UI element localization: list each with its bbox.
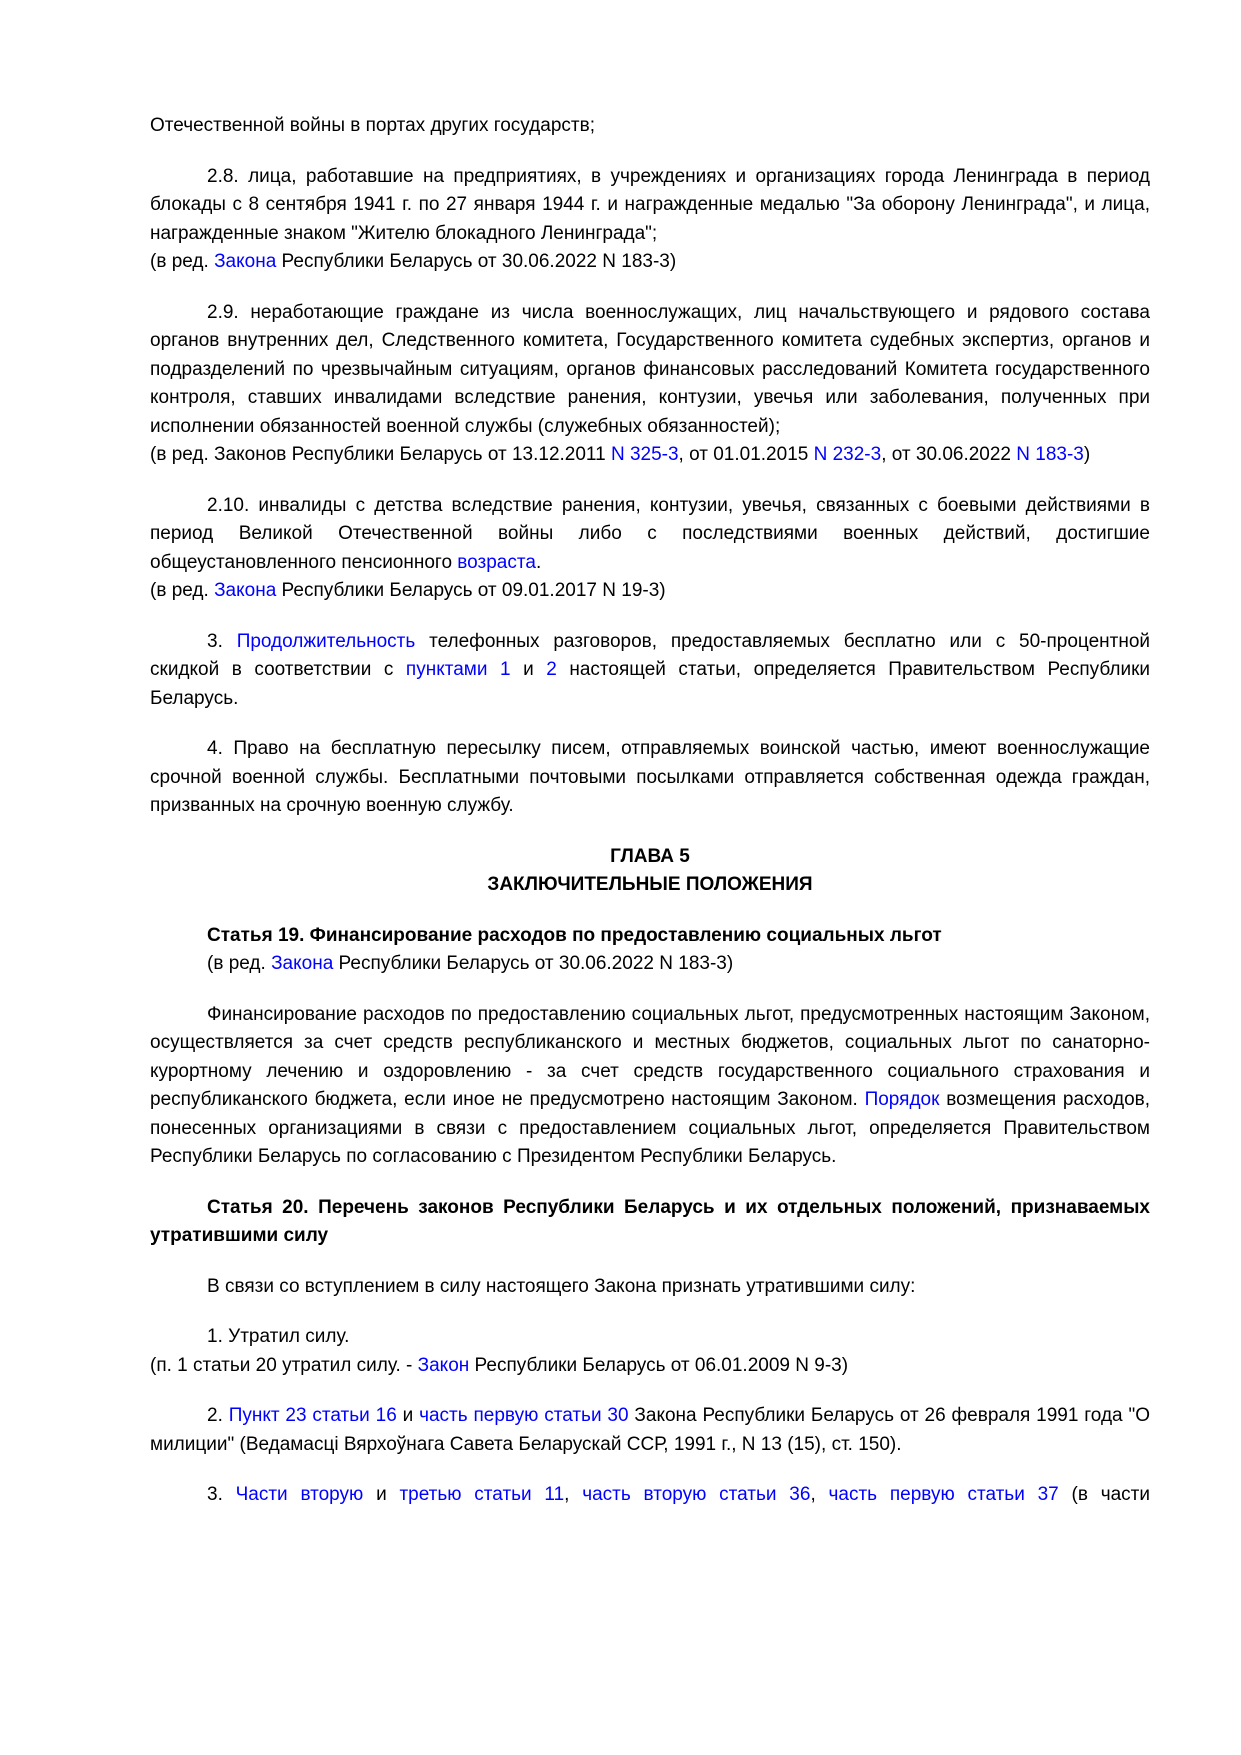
law-reference-link[interactable]: Продолжительность	[236, 630, 416, 652]
text-segment: 4. Право на бесплатную пересылку писем, отправляемых воинской частью, имеют военнослужащие срочной военной службы. Бесплатными почтовыми посылками отправляется собственная одежда граждан, призванных на срочную военную службу.	[150, 738, 1150, 816]
edition-note	[150, 577, 1150, 606]
document-paragraph	[150, 628, 1150, 714]
text-segment: Республики Беларусь от 30.06.2022 N 183-3)	[276, 251, 677, 272]
document-paragraph	[150, 299, 1150, 442]
text-segment: (в ред.	[150, 580, 215, 601]
law-reference-link[interactable]: часть первую статьи 30	[419, 1405, 629, 1426]
law-reference-link[interactable]: N 232-3	[813, 444, 882, 465]
edition-note	[150, 1352, 1150, 1381]
text-segment: 1. Утратил силу.	[207, 1326, 350, 1347]
edition-note	[150, 441, 1150, 470]
text-segment: Финансирование расходов по предоставлению социальных льгот, предусмотренных настоящим Законом, осуществляется за счет средств республиканского и местных бюджетов, социальных льгот по санаторно-курортному лечению и оздоровлению - за счет средств государственного социального страхования и республиканского бюджета, если иное не предусмотрено настоящим Законом.	[150, 1003, 1150, 1110]
text-segment: Отечественной войны в портах других государств;	[150, 115, 595, 136]
text-segment: ,	[564, 1484, 583, 1505]
law-reference-link[interactable]: 2	[546, 659, 557, 680]
text-segment: (в ред.	[150, 251, 215, 272]
text-segment: (в части	[1058, 1484, 1150, 1505]
document-paragraph	[150, 735, 1150, 821]
chapter-heading-line: ЗАКЛЮЧИТЕЛЬНЫЕ ПОЛОЖЕНИЯ	[487, 874, 813, 895]
text-segment: телефонных разговоров, предоставляемых бесплатно или с 50-процентной скидкой в соответствии с	[150, 630, 1151, 680]
law-reference-link[interactable]: Закон	[417, 1354, 470, 1376]
law-reference-link[interactable]: Закона	[214, 580, 277, 601]
law-reference-link[interactable]: третью статьи 11	[399, 1484, 565, 1505]
text-segment: ,	[810, 1484, 829, 1505]
article-heading	[150, 922, 1150, 951]
text-segment: , от 01.01.2015	[678, 444, 814, 465]
text-segment: Статья 19. Финансирование расходов по предоставлению социальных льгот	[207, 924, 942, 946]
law-reference-link[interactable]: Пункт 23 статьи 16	[228, 1405, 397, 1426]
document-paragraph	[150, 1273, 1150, 1302]
chapter-heading	[150, 843, 1150, 900]
law-reference-link[interactable]: 1	[500, 659, 511, 680]
article-heading	[150, 1194, 1150, 1251]
text-segment: (в ред.	[207, 953, 272, 974]
text-segment: 3.	[207, 1484, 236, 1505]
text-segment: Статья 20. Перечень законов Республики Беларусь и их отдельных положений, признаваемых утратившими силу	[150, 1196, 1150, 1246]
document-paragraph	[150, 1481, 1150, 1510]
law-reference-link[interactable]: Части вторую	[235, 1484, 364, 1505]
law-reference-link[interactable]: Порядок	[864, 1089, 940, 1110]
law-reference-link[interactable]: возраста	[457, 551, 536, 573]
law-reference-link[interactable]: часть вторую статьи 36	[582, 1484, 811, 1505]
text-segment: (в ред. Законов Республики Беларусь от 13.12.2011	[150, 444, 611, 465]
text-segment: и	[396, 1405, 420, 1426]
text-segment: 2.9. неработающие граждане из числа военнослужащих, лиц начальствующего и рядового состава органов внутренних дел, Следственного комитета, Государственного комитета судебных экспертиз, органов и подразделений по чрезвычайным ситуациям, органов финансовых расследований Комитета государственного контроля, ставших инвалидами вследствие ранения, контузии, увечья или заболевания, полученных при исполнении обязанностей военной службы (служебных обязанностей);	[150, 301, 1150, 437]
text-segment: .	[535, 551, 542, 573]
document-paragraph	[150, 163, 1150, 249]
text-segment: настоящей статьи, определяется Правительством Республики Беларусь.	[150, 659, 1151, 709]
text-segment	[487, 659, 500, 680]
chapter-heading-line: ГЛАВА 5	[610, 845, 690, 867]
text-segment: Республики Беларусь от 09.01.2017 N 19-3)	[276, 580, 666, 601]
text-segment: Закона Республики Беларусь от 26 февраля 1991 года "О милиции" (Ведамасцi Вярхоўнага Савета Беларускай ССР, 1991 г., N 13 (15), ст. 150).	[150, 1405, 1150, 1455]
document-paragraph	[150, 1402, 1150, 1459]
document-paragraph	[150, 112, 1150, 141]
text-segment: возмещения расходов, понесенных организациями в связи с предоставлением социальных льгот, определяется Правительством Республики Беларусь по согласованию с Президентом Республики Беларусь.	[150, 1089, 1151, 1167]
text-segment: )	[1083, 444, 1091, 465]
law-reference-link[interactable]: Закона	[214, 251, 277, 272]
text-segment: (п. 1 статьи 20 утратил силу. -	[150, 1354, 418, 1376]
edition-note	[150, 950, 1150, 979]
text-segment: Республики Беларусь от 06.01.2009 N 9-3)	[469, 1354, 849, 1376]
text-segment: 2.	[207, 1405, 229, 1426]
text-segment: и	[363, 1484, 400, 1505]
text-segment: 2.10. инвалиды с детства вследствие ранения, контузии, увечья, связанных с боевыми действиями в период Великой Отечественной войны либо с последствиями военных действий, достигшие общеустановленного пенсионного	[150, 494, 1150, 573]
law-reference-link[interactable]: часть первую статьи 37	[828, 1484, 1059, 1505]
edition-note	[150, 248, 1150, 277]
text-segment: 2.8. лица, работавшие на предприятиях, в учреждениях и организациях города Ленинграда в период блокады с 8 сентября 1941 г. по 27 января 1944 г. и награжденные медалью "За оборону Ленинграда", и лица, награжденные знаком "Жителю блокадного Ленинграда";	[150, 165, 1150, 244]
document-paragraph	[150, 492, 1150, 578]
text-segment: 3.	[207, 630, 237, 652]
law-reference-link[interactable]: N 183-3	[1016, 444, 1084, 465]
text-segment: , от 30.06.2022	[881, 444, 1017, 465]
law-reference-link[interactable]: N 325-3	[610, 444, 679, 465]
document-paragraph	[150, 1001, 1150, 1172]
document-paragraph	[150, 1323, 1150, 1352]
text-segment: Республики Беларусь от 30.06.2022 N 183-3)	[333, 953, 734, 974]
text-segment: и	[510, 659, 547, 680]
text-segment: В связи со вступлением в силу настоящего Закона признать утратившими силу:	[207, 1275, 916, 1297]
law-reference-link[interactable]: пунктами	[405, 659, 488, 680]
law-reference-link[interactable]: Закона	[271, 953, 334, 974]
